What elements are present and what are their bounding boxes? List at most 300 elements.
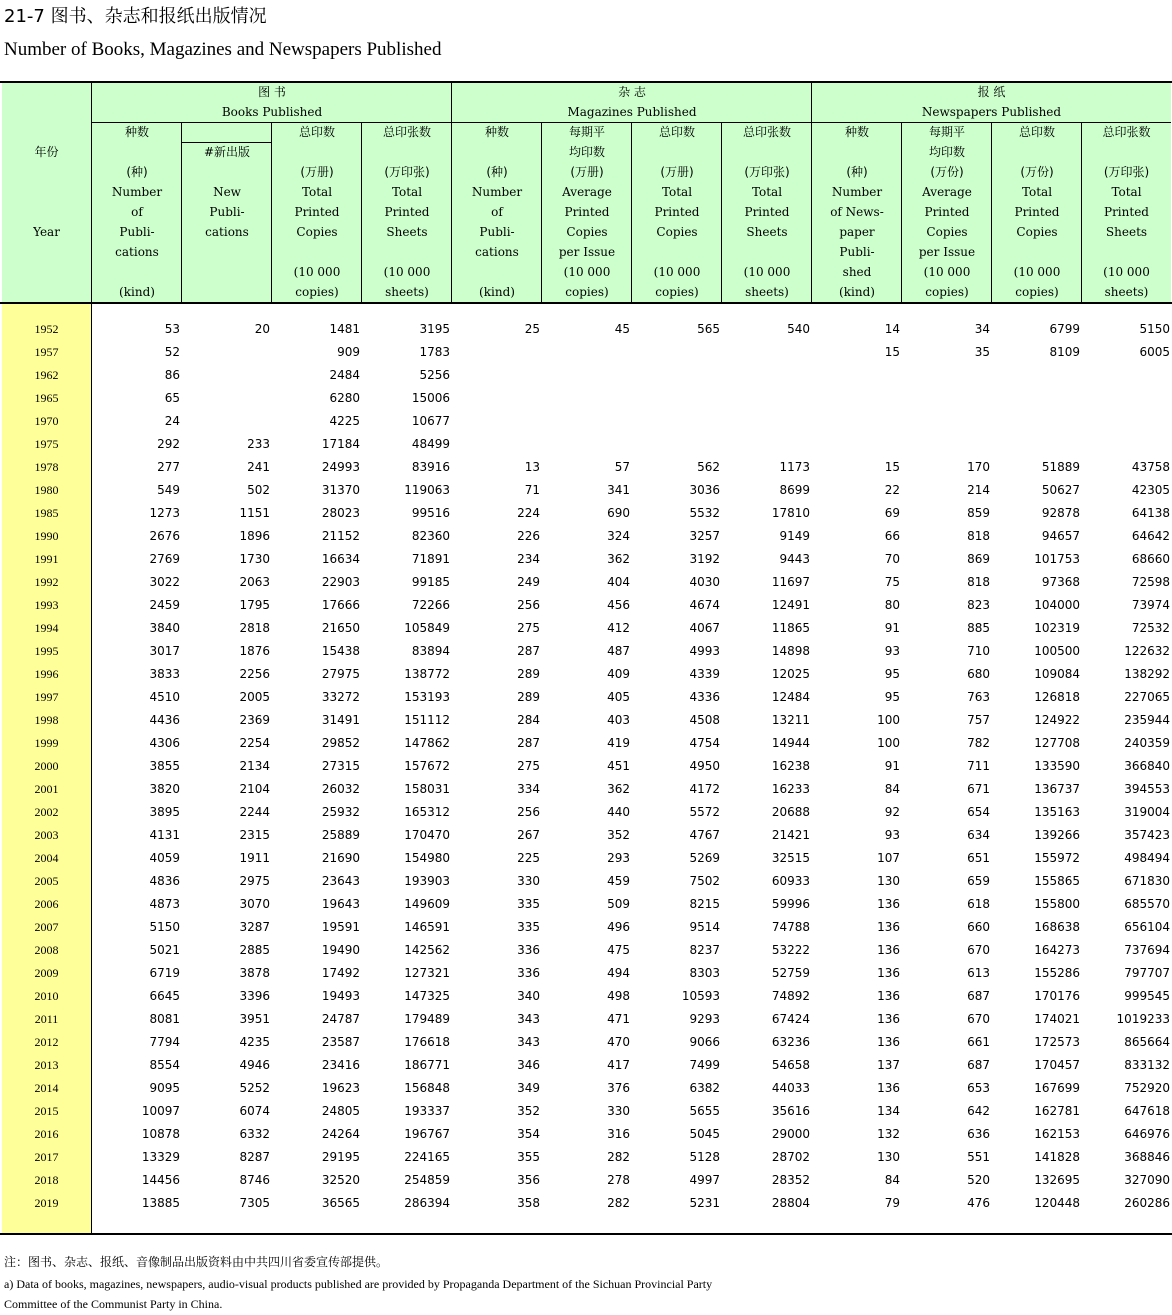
value-cell: 3192 bbox=[689, 552, 720, 566]
year-cell: 1992 bbox=[34, 575, 59, 589]
value-cell: 2063 bbox=[239, 575, 270, 589]
value-cell: 29852 bbox=[321, 736, 360, 750]
year-cell: 2011 bbox=[34, 1012, 59, 1026]
column-header-7-line-9: copies) bbox=[655, 285, 699, 299]
column-header-12-line-5: Printed bbox=[1104, 205, 1149, 219]
value-cell: 2244 bbox=[239, 805, 270, 819]
value-cell: 5269 bbox=[689, 851, 720, 865]
column-header-9-line-1: 种数 bbox=[844, 125, 869, 139]
table-row bbox=[2, 1169, 1171, 1192]
table-title-chinese: 21-7 图书、杂志和报纸出版情况 bbox=[4, 6, 267, 27]
value-cell: 127321 bbox=[404, 966, 450, 980]
column-header-6-line-8: (10 000 bbox=[563, 265, 611, 279]
value-cell: 2459 bbox=[149, 598, 180, 612]
value-cell: 459 bbox=[607, 874, 630, 888]
value-cell: 214 bbox=[967, 483, 990, 497]
column-header-4-line-6: Sheets bbox=[386, 225, 428, 239]
year-cell: 1985 bbox=[34, 506, 59, 520]
newspapers-group-title-en: Newspapers Published bbox=[921, 105, 1062, 119]
value-cell: 656104 bbox=[1124, 920, 1170, 934]
table-row bbox=[2, 962, 1171, 985]
column-header-3-line-9: copies) bbox=[295, 285, 339, 299]
table-header bbox=[2, 82, 1171, 303]
value-cell: 286394 bbox=[404, 1196, 450, 1210]
value-cell: 2134 bbox=[239, 759, 270, 773]
value-cell: 133590 bbox=[1034, 759, 1080, 773]
value-cell: 60933 bbox=[771, 874, 810, 888]
value-cell: 687 bbox=[967, 989, 990, 1003]
value-cell: 4336 bbox=[689, 690, 720, 704]
value-cell: 403 bbox=[607, 713, 630, 727]
value-cell: 136 bbox=[877, 1012, 900, 1026]
column-header-9-line-3: (种) bbox=[846, 165, 868, 179]
value-cell: 1783 bbox=[419, 345, 450, 359]
table-row bbox=[2, 985, 1171, 1008]
column-header-12-line-8: (10 000 bbox=[1103, 265, 1150, 279]
value-cell: 341 bbox=[607, 483, 630, 497]
value-cell: 354 bbox=[517, 1127, 540, 1141]
value-cell: 44033 bbox=[771, 1081, 810, 1095]
table-row bbox=[2, 1146, 1171, 1169]
value-cell: 2005 bbox=[239, 690, 270, 704]
value-cell: 105849 bbox=[404, 621, 450, 635]
value-cell: 6799 bbox=[1049, 322, 1080, 336]
value-cell: 5256 bbox=[419, 368, 450, 382]
value-cell: 15 bbox=[884, 345, 900, 359]
books-group-title-en: Books Published bbox=[221, 105, 323, 119]
value-cell: 35 bbox=[974, 345, 990, 359]
value-cell: 3951 bbox=[239, 1012, 270, 1026]
value-cell: 17666 bbox=[321, 598, 360, 612]
column-header-4-line-4: Total bbox=[391, 185, 423, 199]
value-cell: 135163 bbox=[1034, 805, 1080, 819]
value-cell: 29195 bbox=[321, 1150, 360, 1164]
note-english-line1: a) Data of books, magazines, newspapers, audio-visual products published are provided by Propaganda Department of the Sichuan Provincial Party bbox=[4, 1277, 713, 1291]
value-cell: 174021 bbox=[1034, 1012, 1080, 1026]
value-cell: 136737 bbox=[1034, 782, 1080, 796]
value-cell: 240359 bbox=[1124, 736, 1170, 750]
value-cell: 343 bbox=[517, 1035, 540, 1049]
table-row bbox=[2, 410, 1171, 433]
table-row bbox=[2, 1054, 1171, 1077]
column-header-5-line-6: Publi- bbox=[479, 225, 515, 239]
year-cell: 1980 bbox=[34, 483, 59, 497]
column-header-1-line-5: of bbox=[131, 205, 143, 219]
value-cell: 5231 bbox=[689, 1196, 720, 1210]
table-title-english: Number of Books, Magazines and Newspapers Published bbox=[4, 39, 442, 60]
value-cell: 79 bbox=[884, 1196, 900, 1210]
column-header-5-line-3: (种) bbox=[486, 165, 508, 179]
value-cell: 93 bbox=[884, 828, 900, 842]
value-cell: 164273 bbox=[1034, 943, 1080, 957]
value-cell: 340 bbox=[517, 989, 540, 1003]
value-cell: 130 bbox=[877, 874, 900, 888]
column-header-4-line-3: (万印张) bbox=[384, 165, 430, 179]
value-cell: 711 bbox=[967, 759, 990, 773]
value-cell: 3070 bbox=[239, 897, 270, 911]
value-cell: 654 bbox=[967, 805, 990, 819]
value-cell: 13885 bbox=[141, 1196, 180, 1210]
value-cell: 440 bbox=[607, 805, 630, 819]
value-cell: 8303 bbox=[689, 966, 720, 980]
table-row bbox=[2, 686, 1171, 709]
value-cell: 23643 bbox=[321, 874, 360, 888]
column-header-5-line-1: 种数 bbox=[484, 125, 509, 139]
value-cell: 509 bbox=[607, 897, 630, 911]
column-header-9-line-9: (kind) bbox=[839, 285, 875, 299]
value-cell: 1911 bbox=[239, 851, 270, 865]
value-cell: 13 bbox=[524, 460, 540, 474]
value-cell: 59996 bbox=[771, 897, 810, 911]
value-cell: 153193 bbox=[404, 690, 450, 704]
value-cell: 3036 bbox=[689, 483, 720, 497]
year-cell: 1965 bbox=[34, 391, 59, 405]
value-cell: 3840 bbox=[149, 621, 180, 635]
value-cell: 782 bbox=[967, 736, 990, 750]
table-row bbox=[2, 571, 1171, 594]
value-cell: 83916 bbox=[411, 460, 450, 474]
value-cell: 92 bbox=[884, 805, 900, 819]
column-header-10-line-1: 每期平 bbox=[928, 125, 965, 139]
value-cell: 4172 bbox=[689, 782, 720, 796]
value-cell: 3017 bbox=[149, 644, 180, 658]
value-cell: 330 bbox=[517, 874, 540, 888]
value-cell: 335 bbox=[517, 920, 540, 934]
column-header-5-line-4: Number bbox=[471, 185, 523, 199]
value-cell: 93 bbox=[884, 644, 900, 658]
column-header-11-line-1: 总印数 bbox=[1018, 125, 1055, 139]
value-cell: 8554 bbox=[149, 1058, 180, 1072]
value-cell: 17184 bbox=[321, 437, 360, 451]
value-cell: 10593 bbox=[681, 989, 720, 1003]
year-cell: 1995 bbox=[34, 644, 59, 658]
value-cell: 660 bbox=[967, 920, 990, 934]
value-cell: 91 bbox=[884, 759, 900, 773]
year-cell: 2010 bbox=[34, 989, 59, 1003]
value-cell: 21650 bbox=[321, 621, 360, 635]
value-cell: 368846 bbox=[1124, 1150, 1170, 1164]
value-cell: 278 bbox=[607, 1173, 630, 1187]
value-cell: 999545 bbox=[1124, 989, 1170, 1003]
value-cell: 5150 bbox=[1139, 322, 1170, 336]
table-row bbox=[2, 1031, 1171, 1054]
value-cell: 634 bbox=[967, 828, 990, 842]
value-cell: 162781 bbox=[1034, 1104, 1080, 1118]
column-header-10-line-9: copies) bbox=[925, 285, 969, 299]
table-row bbox=[2, 502, 1171, 525]
value-cell: 613 bbox=[967, 966, 990, 980]
value-cell: 176618 bbox=[404, 1035, 450, 1049]
value-cell: 28352 bbox=[771, 1173, 810, 1187]
value-cell: 646976 bbox=[1124, 1127, 1170, 1141]
value-cell: 22 bbox=[884, 483, 900, 497]
value-cell: 57 bbox=[614, 460, 630, 474]
value-cell: 70 bbox=[884, 552, 900, 566]
value-cell: 4059 bbox=[149, 851, 180, 865]
value-cell: 823 bbox=[967, 598, 990, 612]
column-header-9-line-4: Number bbox=[831, 185, 883, 199]
value-cell: 83894 bbox=[411, 644, 450, 658]
table-row bbox=[2, 387, 1171, 410]
value-cell: 376 bbox=[607, 1081, 630, 1095]
value-cell: 136 bbox=[877, 966, 900, 980]
value-cell: 8237 bbox=[689, 943, 720, 957]
value-cell: 12025 bbox=[771, 667, 810, 681]
column-header-7-line-8: (10 000 bbox=[653, 265, 701, 279]
value-cell: 3895 bbox=[149, 805, 180, 819]
value-cell: 349 bbox=[517, 1081, 540, 1095]
year-cell: 1957 bbox=[34, 345, 59, 359]
value-cell: 8081 bbox=[149, 1012, 180, 1026]
column-header-6-line-9: copies) bbox=[565, 285, 609, 299]
column-header-11-line-9: copies) bbox=[1015, 285, 1059, 299]
value-cell: 6719 bbox=[149, 966, 180, 980]
value-cell: 155865 bbox=[1034, 874, 1080, 888]
table-row bbox=[2, 870, 1171, 893]
value-cell: 22903 bbox=[321, 575, 360, 589]
value-cell: 21421 bbox=[771, 828, 810, 842]
value-cell: 11865 bbox=[771, 621, 810, 635]
value-cell: 1019233 bbox=[1116, 1012, 1170, 1026]
value-cell: 471 bbox=[607, 1012, 630, 1026]
value-cell: 52 bbox=[164, 345, 180, 359]
value-cell: 5021 bbox=[149, 943, 180, 957]
value-cell: 2254 bbox=[239, 736, 270, 750]
value-cell: 20 bbox=[254, 322, 270, 336]
value-cell: 53 bbox=[164, 322, 180, 336]
value-cell: 10878 bbox=[141, 1127, 180, 1141]
table-row bbox=[2, 939, 1171, 962]
value-cell: 65 bbox=[164, 391, 180, 405]
value-cell: 19591 bbox=[321, 920, 360, 934]
value-cell: 32520 bbox=[321, 1173, 360, 1187]
value-cell: 19493 bbox=[321, 989, 360, 1003]
year-cell: 2009 bbox=[34, 966, 59, 980]
value-cell: 7305 bbox=[239, 1196, 270, 1210]
value-cell: 284 bbox=[517, 713, 540, 727]
table-row bbox=[2, 755, 1171, 778]
value-cell: 277 bbox=[157, 460, 180, 474]
table-row bbox=[2, 548, 1171, 571]
value-cell: 168638 bbox=[1034, 920, 1080, 934]
column-header-9-line-6: paper bbox=[839, 225, 875, 239]
table-row bbox=[2, 318, 1171, 341]
value-cell: 549 bbox=[157, 483, 180, 497]
column-header-11-line-4: Total bbox=[1021, 185, 1053, 199]
value-cell: 335 bbox=[517, 897, 540, 911]
value-cell: 179489 bbox=[404, 1012, 450, 1026]
value-cell: 670 bbox=[967, 943, 990, 957]
note-english-line2: Committee of the Communist Party in China. bbox=[4, 1297, 223, 1311]
table-row bbox=[2, 364, 1171, 387]
value-cell: 5128 bbox=[689, 1150, 720, 1164]
year-cell: 1991 bbox=[34, 552, 59, 566]
value-cell: 42305 bbox=[1131, 483, 1170, 497]
value-cell: 502 bbox=[247, 483, 270, 497]
value-cell: 5532 bbox=[689, 506, 720, 520]
value-cell: 6382 bbox=[689, 1081, 720, 1095]
value-cell: 5252 bbox=[239, 1081, 270, 1095]
value-cell: 289 bbox=[517, 667, 540, 681]
value-cell: 6332 bbox=[239, 1127, 270, 1141]
column-header-11-line-5: Printed bbox=[1014, 205, 1060, 219]
value-cell: 11697 bbox=[771, 575, 810, 589]
column-header-11-line-3: (万份) bbox=[1020, 165, 1054, 179]
value-cell: 2769 bbox=[149, 552, 180, 566]
value-cell: 21152 bbox=[321, 529, 360, 543]
value-cell: 4997 bbox=[689, 1173, 720, 1187]
value-cell: 417 bbox=[607, 1058, 630, 1072]
value-cell: 6645 bbox=[149, 989, 180, 1003]
value-cell: 366840 bbox=[1124, 759, 1170, 773]
column-header-12-line-6: Sheets bbox=[1105, 225, 1148, 239]
column-header-12-line-4: Total bbox=[1111, 185, 1142, 199]
value-cell: 3022 bbox=[149, 575, 180, 589]
column-header-1-line-6: Publi- bbox=[119, 225, 155, 239]
value-cell: 818 bbox=[967, 575, 990, 589]
value-cell: 642 bbox=[967, 1104, 990, 1118]
value-cell: 122632 bbox=[1124, 644, 1170, 658]
value-cell: 120448 bbox=[1034, 1196, 1080, 1210]
value-cell: 456 bbox=[607, 598, 630, 612]
value-cell: 66 bbox=[884, 529, 900, 543]
value-cell: 451 bbox=[607, 759, 630, 773]
value-cell: 235944 bbox=[1124, 713, 1170, 727]
value-cell: 330 bbox=[607, 1104, 630, 1118]
value-cell: 17810 bbox=[771, 506, 810, 520]
value-cell: 26032 bbox=[321, 782, 360, 796]
value-cell: 647618 bbox=[1124, 1104, 1170, 1118]
value-cell: 352 bbox=[517, 1104, 540, 1118]
value-cell: 671 bbox=[967, 782, 990, 796]
column-header-10-line-8: (10 000 bbox=[923, 265, 971, 279]
column-header-7-line-4: Total bbox=[661, 185, 693, 199]
value-cell: 142562 bbox=[404, 943, 450, 957]
column-header-3-line-4: Total bbox=[301, 185, 333, 199]
value-cell: 752920 bbox=[1124, 1081, 1170, 1095]
column-header-12-line-3: (万印张) bbox=[1103, 165, 1150, 179]
value-cell: 48499 bbox=[411, 437, 450, 451]
year-cell: 2013 bbox=[34, 1058, 59, 1072]
value-cell: 53222 bbox=[771, 943, 810, 957]
value-cell: 91 bbox=[884, 621, 900, 635]
value-cell: 136 bbox=[877, 989, 900, 1003]
value-cell: 618 bbox=[967, 897, 990, 911]
column-header-7-line-1: 总印数 bbox=[658, 125, 695, 139]
value-cell: 102319 bbox=[1034, 621, 1080, 635]
year-cell: 2015 bbox=[34, 1104, 59, 1118]
value-cell: 156848 bbox=[404, 1081, 450, 1095]
column-header-4-line-9: sheets) bbox=[385, 285, 429, 299]
year-header-en: Year bbox=[33, 225, 60, 239]
value-cell: 292 bbox=[157, 437, 180, 451]
value-cell: 136 bbox=[877, 897, 900, 911]
value-cell: 334 bbox=[517, 782, 540, 796]
table-row bbox=[2, 663, 1171, 686]
column-header-10-line-2: 均印数 bbox=[928, 145, 965, 159]
column-header-9-line-5: of News- bbox=[830, 205, 884, 219]
value-cell: 155972 bbox=[1034, 851, 1080, 865]
value-cell: 476 bbox=[967, 1196, 990, 1210]
value-cell: 74892 bbox=[771, 989, 810, 1003]
value-cell: 136 bbox=[877, 943, 900, 957]
year-cell: 1994 bbox=[34, 621, 59, 635]
column-header-2-line-6: cations bbox=[205, 225, 249, 239]
value-cell: 28023 bbox=[321, 506, 360, 520]
year-cell: 2006 bbox=[34, 897, 59, 911]
column-header-8-line-6: Sheets bbox=[746, 225, 788, 239]
value-cell: 470 bbox=[607, 1035, 630, 1049]
year-cell: 2002 bbox=[34, 805, 59, 819]
year-cell: 2000 bbox=[34, 759, 59, 773]
value-cell: 45 bbox=[614, 322, 630, 336]
value-cell: 2369 bbox=[239, 713, 270, 727]
value-cell: 275 bbox=[517, 621, 540, 635]
year-cell: 1952 bbox=[34, 322, 59, 336]
value-cell: 226 bbox=[517, 529, 540, 543]
column-header-3-line-3: (万册) bbox=[300, 165, 334, 179]
value-cell: 1151 bbox=[239, 506, 270, 520]
value-cell: 75 bbox=[884, 575, 900, 589]
value-cell: 859 bbox=[967, 506, 990, 520]
magazines-group-title-zh: 杂 志 bbox=[618, 85, 646, 99]
table-row bbox=[2, 801, 1171, 824]
value-cell: 659 bbox=[967, 874, 990, 888]
column-header-3-line-5: Printed bbox=[294, 205, 340, 219]
column-header-10-line-4: Average bbox=[922, 185, 972, 199]
column-header-8-line-1: 总印张数 bbox=[742, 125, 791, 139]
value-cell: 256 bbox=[517, 805, 540, 819]
value-cell: 282 bbox=[607, 1150, 630, 1164]
value-cell: 1795 bbox=[239, 598, 270, 612]
column-header-7-line-3: (万册) bbox=[660, 165, 694, 179]
value-cell: 9095 bbox=[149, 1081, 180, 1095]
value-cell: 1173 bbox=[779, 460, 810, 474]
column-header-5-line-7: cations bbox=[475, 245, 519, 259]
value-cell: 138292 bbox=[1124, 667, 1170, 681]
column-header-6-line-6: Copies bbox=[566, 225, 608, 239]
value-cell: 763 bbox=[967, 690, 990, 704]
value-cell: 357423 bbox=[1124, 828, 1170, 842]
value-cell: 147325 bbox=[404, 989, 450, 1003]
value-cell: 1730 bbox=[239, 552, 270, 566]
value-cell: 885 bbox=[967, 621, 990, 635]
table-top-rule bbox=[0, 81, 1172, 83]
value-cell: 3257 bbox=[689, 529, 720, 543]
value-cell: 95 bbox=[884, 690, 900, 704]
value-cell: 3396 bbox=[239, 989, 270, 1003]
value-cell: 64138 bbox=[1131, 506, 1170, 520]
value-cell: 6280 bbox=[329, 391, 360, 405]
value-cell: 289 bbox=[517, 690, 540, 704]
column-header-6-line-1: 每期平 bbox=[568, 125, 605, 139]
column-header-10-line-7: per Issue bbox=[918, 245, 976, 259]
value-cell: 64642 bbox=[1131, 529, 1170, 543]
year-cell: 1993 bbox=[34, 598, 59, 612]
value-cell: 1481 bbox=[329, 322, 360, 336]
value-cell: 124922 bbox=[1034, 713, 1080, 727]
value-cell: 13211 bbox=[771, 713, 810, 727]
value-cell: 487 bbox=[607, 644, 630, 658]
value-cell: 157672 bbox=[404, 759, 450, 773]
year-cell: 2016 bbox=[34, 1127, 59, 1141]
table-row bbox=[2, 640, 1171, 663]
value-cell: 100500 bbox=[1034, 644, 1080, 658]
value-cell: 84 bbox=[884, 1173, 900, 1187]
table-row bbox=[2, 525, 1171, 548]
value-cell: 25889 bbox=[321, 828, 360, 842]
value-cell: 336 bbox=[517, 943, 540, 957]
